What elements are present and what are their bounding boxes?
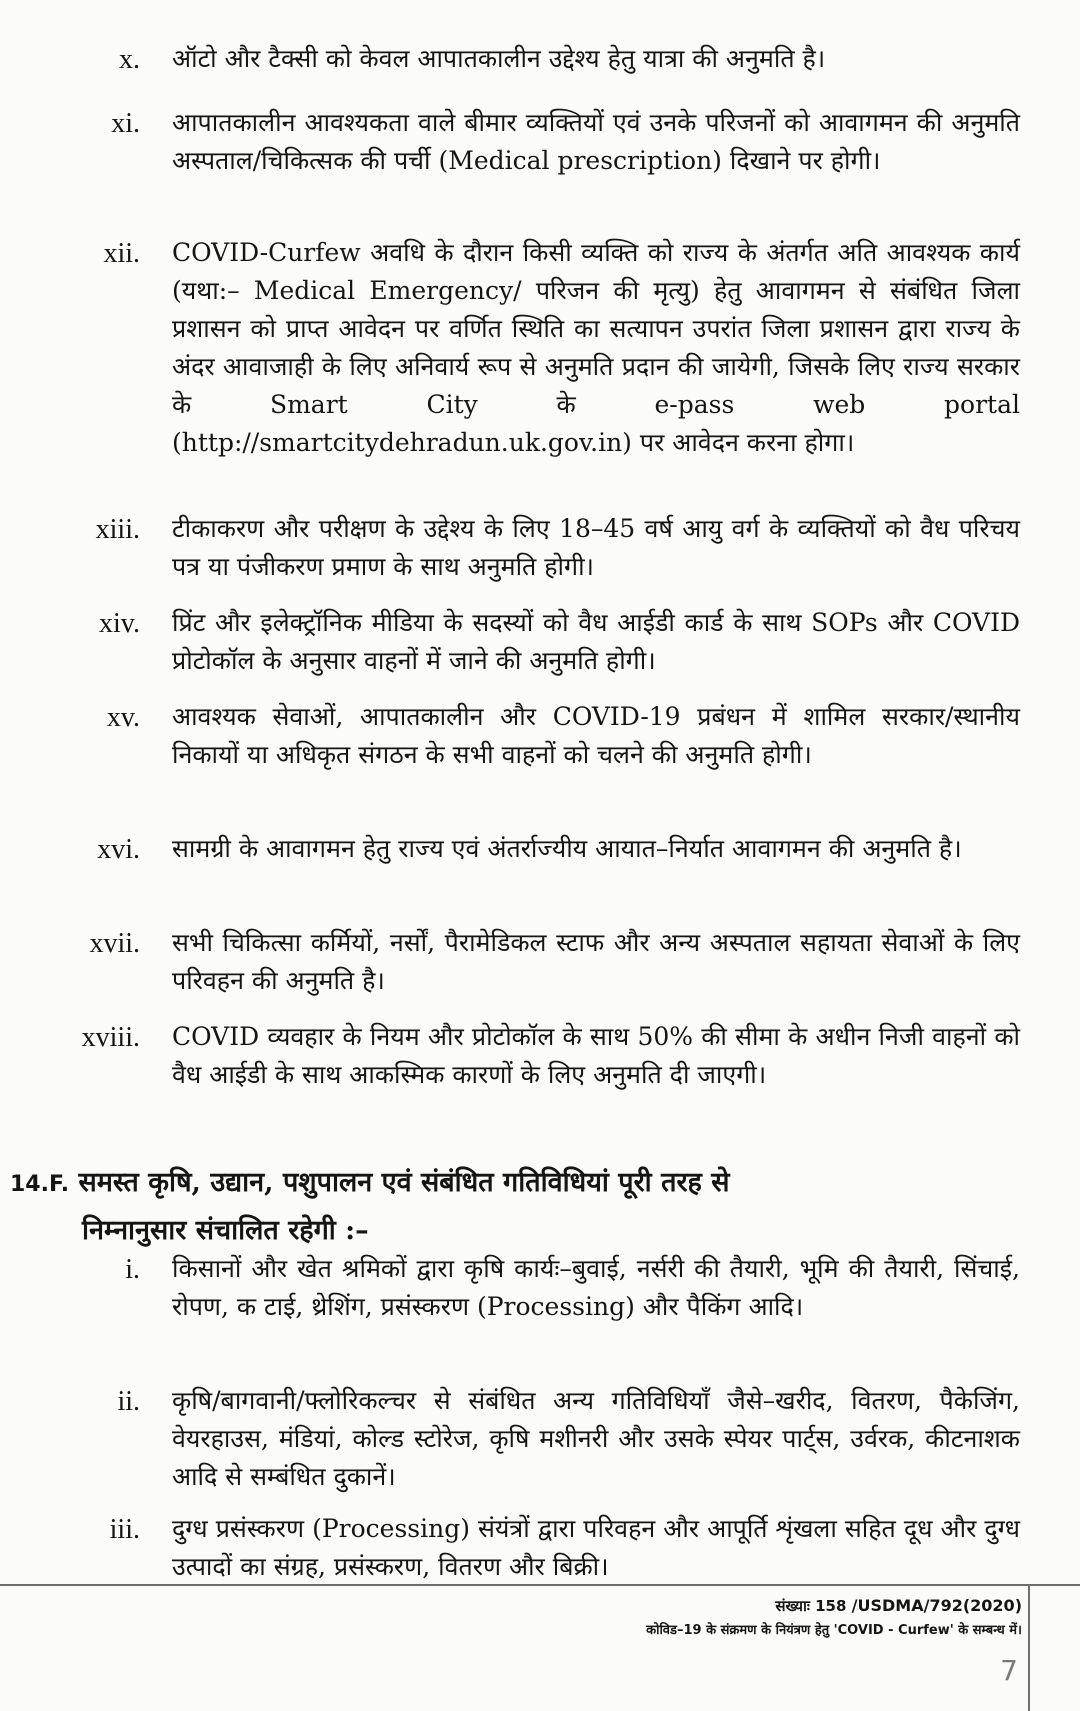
footer-subject: कोविड–19 के संक्रमण के नियंत्रण हेतु 'COVID - Curfew' के सम्बन्ध में। [646,1623,1022,1638]
item-text: आवश्यक सेवाओं, आपातकालीन और COVID-19 प्रबंधन में शामिल सरकार/स्थानीय निकायों या अधिकृत संगठन के सभी वाहनों को चलने की अनुमति होगी। [172,702,1020,769]
item-number: xviii. [81,1022,140,1053]
section-number: 14.F. [10,1172,70,1197]
section-heading [10,1160,1010,1254]
item-text: प्रिंट और इलेक्ट्रॉनिक मीडिया के सदस्यों को वैध आईडी कार्ड के साथ SOPs और COVID प्रोटोकॉल के अनुसार वाहनों में जाने की अनुमति होगी। [172,608,1020,675]
page-number: 7 [1000,1654,1018,1687]
item-number: xvii. [89,928,140,959]
item-number: xv. [106,702,140,733]
item-text: सभी चिकित्सा कर्मियों, नर्सों, पैरामेडिकल स्टाफ और अन्य अस्पताल सहायता सेवाओं के लिए परिवहन की अनुमति है। [172,928,1020,995]
item-number: xiii. [95,514,140,545]
item-text: COVID व्यवहार के नियम और प्रोटोकॉल के साथ 50% की सीमा के अधीन निजी वाहनों को वैध आईडी के साथ आकस्मिक कारणों के लिए अनुमति दी जाएगी। [172,1022,1020,1089]
item-text: आपातकालीन आवश्यकता वाले बीमार व्यक्तियों एवं उनके परिजनों को आवागमन की अनुमति अस्पताल/चिकित्सक की पर्ची (Medical prescription) दिखाने पर होगी। [172,108,1020,175]
footer-vertical-rule [1028,1584,1030,1711]
item-text: ऑटो और टैक्सी को केवल आपातकालीन उद्देश्य हेतु यात्रा की अनुमति है। [172,44,826,73]
item-text: COVID-Curfew अवधि के दौरान किसी व्यक्ति को राज्य के अंतर्गत अति आवश्यक कार्य (यथा:– Medical Emergency/ परिजन की मृत्यु) हेतु आवागमन से संबंधित जिला प्रशासन को प्राप्त आवेदन पर वर्णित स्थिति का सत्यापन उपरांत जिला प्रशासन द्वारा राज्य के अंदर आवाजाही के लिए अनिवार्य रूप से अनुमति प्रदान की जायेगी, जिसके लिए राज्य सरकार के Smart City के e-pass web portal (http://smartcitydehradun.uk.gov.in) पर आवेदन करना होगा। [172,238,1020,457]
section-heading-line1: समस्त कृषि, उद्यान, पशुपालन एवं संबंधित गतिविधियां पूरी तरह से [78,1167,730,1198]
footer-reference [775,1596,1022,1616]
item-text: किसानों और खेत श्रमिकों द्वारा कृषि कार्यः–बुवाई, नर्सरी की तैयारी, भूमि की तैयारी, सिंचाई, रोपण, क टाई, थ्रेशिंग, प्रसंस्करण (Processing) और पैकिंग आदि। [172,1254,1020,1321]
section-heading-line2: निम्नानुसार संचालित रहेगी :– [82,1215,369,1246]
reference-code: /USDMA/792(2020) [851,1596,1022,1615]
item-text: दुग्ध प्रसंस्करण (Processing) संयंत्रों द्वारा परिवहन और आपूर्ति शृंखला सहित दूध और दुग्ध उत्पादों का संग्रह, प्रसंस्करण, वितरण और बिक्री। [172,1514,1020,1581]
item-text: टीकाकरण और परीक्षण के उद्देश्य के लिए 18–45 वर्ष आयु वर्ग के व्यक्तियों को वैध परिचय पत्र या पंजीकरण प्रमाण के साथ अनुमति होगी। [172,514,1020,581]
footer-divider [0,1584,1080,1586]
item-number: xvi. [97,834,140,865]
item-text: सामग्री के आवागमन हेतु राज्य एवं अंतर्राज्यीय आयात–निर्यात आवागमन की अनुमति है। [172,834,962,863]
item-number: xii. [103,238,140,269]
item-number: iii. [109,1514,140,1545]
item-text: कृषि/बागवानी/फ्लोरिकल्चर से संबंधित अन्य गतिविधियाँ जैसे–खरीद, वितरण, पैकेजिंग, वेयरहाउस, मंडियां, कोल्ड स्टोरेज, कृषि मशीनरी और उसके स्पेयर पार्ट्स, उर्वरक, कीटनाशक आदि से सम्बंधित दुकानें। [172,1386,1020,1491]
item-number: xiv. [99,608,140,639]
item-number: ii. [117,1386,140,1417]
item-number: x. [119,44,140,75]
reference-prefix: संख्याः 158 [775,1597,847,1615]
item-number: i. [125,1254,140,1285]
item-number: xi. [111,108,140,139]
